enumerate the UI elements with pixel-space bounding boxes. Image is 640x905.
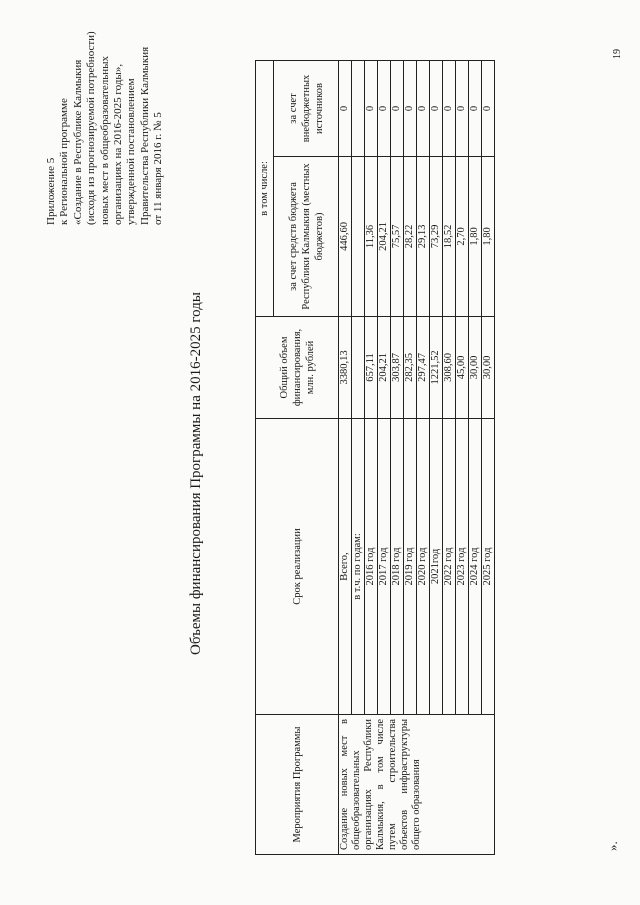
row-total: 657,11: [365, 316, 378, 418]
financing-table: [255, 60, 495, 855]
total-period: Всего,: [339, 418, 352, 714]
row-period: 2017 год: [378, 418, 391, 714]
annex-line: организациях на 2016-2025 годы»,: [112, 63, 125, 225]
by-years-label: в т.ч. по годам:: [352, 418, 365, 714]
annex-line: (исходя из прогнозируемой потребности): [85, 31, 98, 225]
row-period: 2019 год: [404, 418, 417, 714]
annex-line: к Региональной программе: [58, 98, 71, 225]
row-period: 2023 год: [456, 418, 469, 714]
annex-line: от 11 января 2016 г. № 5: [152, 112, 165, 225]
row-extra: 0: [430, 60, 443, 156]
event-description: Создание новых мест в общеобразовательных организациях Республики Калмыкия, в том числе путем строительства объектов инфраструктуры общего образования: [339, 715, 495, 855]
annex-line: новых мест в общеобразовательных: [98, 55, 111, 225]
header-extra: за счет внебюджетных источников: [274, 60, 339, 156]
row-period: 2024 год: [469, 418, 482, 714]
row-budget: 1,80: [482, 156, 495, 316]
row-budget: 75,57: [391, 156, 404, 316]
row-total: 308,60: [443, 316, 456, 418]
row-budget: 29,13: [417, 156, 430, 316]
page-number: 19: [612, 49, 623, 59]
row-period: 2020 год: [417, 418, 430, 714]
row-extra: 0: [365, 60, 378, 156]
row-budget: 73,29: [430, 156, 443, 316]
document-title: Объемы финансирования Программы на 2016-2025 годы: [188, 292, 204, 655]
header-event: Мероприятия Программы: [256, 715, 339, 855]
row-budget: 204,21: [378, 156, 391, 316]
row-period: 2022 год: [443, 418, 456, 714]
row-period: 2018 год: [391, 418, 404, 714]
row-extra: 0: [417, 60, 430, 156]
header-period: Срок реализации: [256, 418, 339, 714]
row-total: 204,21: [378, 316, 391, 418]
row-extra: 0: [404, 60, 417, 156]
annex-block: [45, 5, 166, 225]
annex-line: Правительства Республики Калмыкия: [138, 46, 151, 225]
row-budget: 28,22: [404, 156, 417, 316]
total-extra: 0: [339, 60, 352, 156]
row-extra: 0: [482, 60, 495, 156]
row-period: 2025 год: [482, 418, 495, 714]
header-including: в том числе:: [256, 60, 274, 316]
row-budget: 1,80: [469, 156, 482, 316]
annex-line: утвержденной постановлением: [125, 78, 138, 225]
total-budget: 446,60: [339, 156, 352, 316]
row-total: 303,87: [391, 316, 404, 418]
row-extra: 0: [391, 60, 404, 156]
annex-line: Приложение 5: [45, 157, 57, 225]
row-budget: 2,70: [456, 156, 469, 316]
row-total: 282,35: [404, 316, 417, 418]
row-total: 45,00: [456, 316, 469, 418]
total-total: 3380,13: [339, 316, 352, 418]
row-extra: 0: [378, 60, 391, 156]
row-period: 2021год: [430, 418, 443, 714]
annex-line: «Создание в Республике Калмыкия: [71, 59, 84, 225]
row-extra: 0: [443, 60, 456, 156]
row-total: 30,00: [469, 316, 482, 418]
row-budget: 18,52: [443, 156, 456, 316]
row-extra: 0: [469, 60, 482, 156]
row-extra: 0: [456, 60, 469, 156]
row-total: 30,00: [482, 316, 495, 418]
row-total: 297,47: [417, 316, 430, 418]
closing-quote: ».: [605, 841, 620, 851]
row-total: 1221,52: [430, 316, 443, 418]
header-budget: за счет средств бюджета Республики Калмыкия (местных бюджетов): [274, 156, 339, 316]
row-period: 2016 год: [365, 418, 378, 714]
row-budget: 11,36: [365, 156, 378, 316]
header-total: Общий объем финансирования, млн. рублей: [256, 316, 339, 418]
